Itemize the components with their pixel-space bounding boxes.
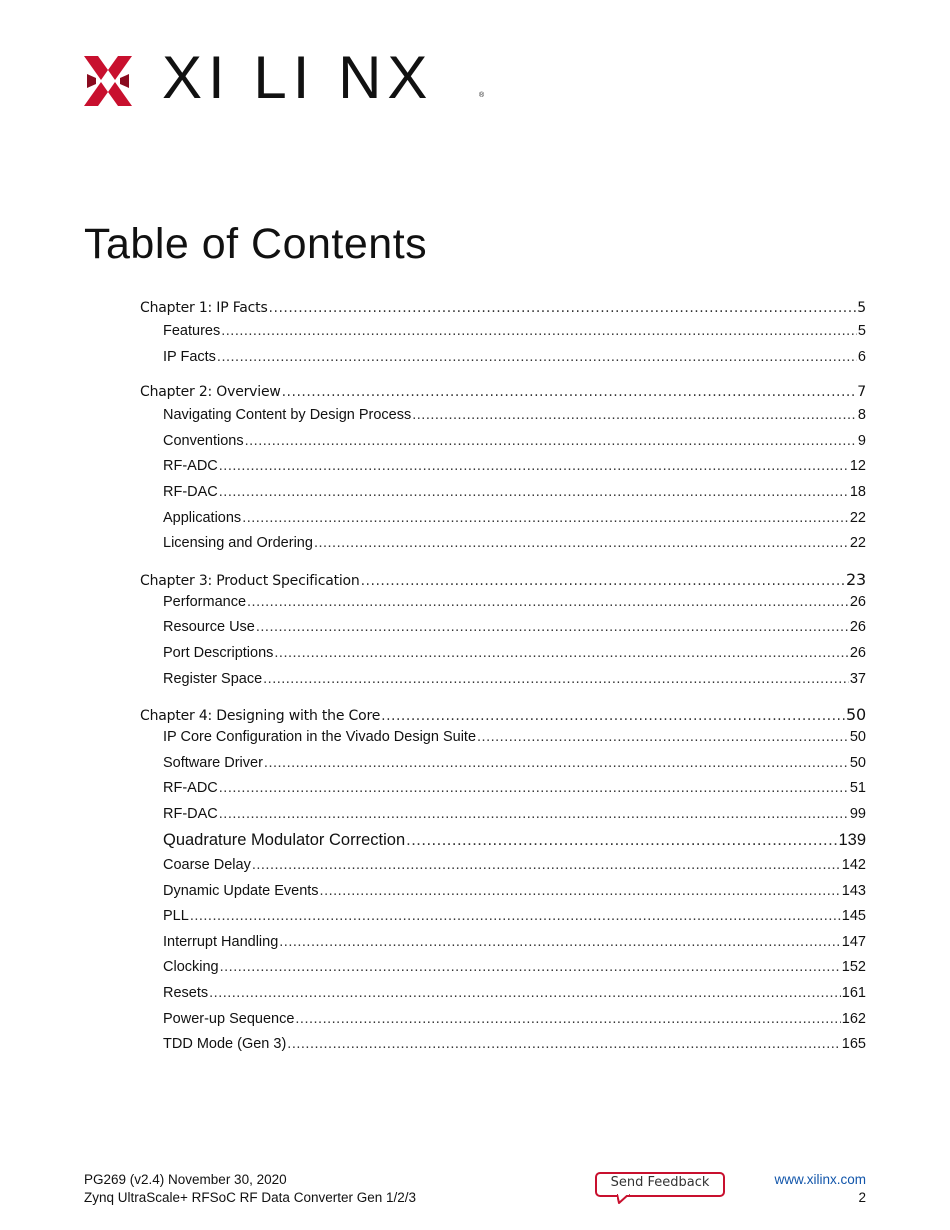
toc-page-number: 8	[857, 407, 866, 424]
toc-entry-label: Software Driver	[163, 754, 263, 771]
toc-page-number: 161	[841, 985, 866, 1002]
toc-dot-leader	[287, 1032, 841, 1058]
toc-dot-leader	[209, 981, 841, 1007]
toc-page-number: 162	[841, 1010, 866, 1027]
toc-dot-leader	[314, 531, 849, 557]
toc-page-number: 37	[849, 670, 866, 687]
toc-dot-leader	[320, 879, 841, 905]
document-id: PG269 (v2.4) November 30, 2020	[84, 1172, 287, 1187]
toc-entry-label: Applications	[163, 509, 242, 526]
toc-section-entry[interactable]	[140, 751, 866, 777]
toc-section-entry[interactable]	[140, 879, 866, 905]
table-of-contents	[140, 298, 866, 1058]
toc-entry-label: RF-ADC	[163, 458, 218, 475]
toc-page-number: 12	[849, 458, 866, 475]
toc-dot-leader	[256, 615, 849, 641]
toc-chapter-entry[interactable]	[140, 382, 866, 403]
toc-page-number: 50	[846, 705, 866, 725]
toc-entry-label: Features	[163, 323, 221, 339]
toc-page-number: 5	[857, 300, 866, 316]
toc-section-entry[interactable]	[140, 802, 866, 828]
toc-entry-label: Clocking	[163, 959, 219, 976]
toc-chapter-entry[interactable]	[140, 569, 866, 590]
toc-dot-leader	[252, 853, 841, 879]
toc-section-entry[interactable]	[140, 725, 866, 751]
toc-chapter-entry[interactable]	[140, 298, 866, 319]
toc-section-entry[interactable]	[140, 480, 866, 506]
toc-entry-label: Power-up Sequence	[163, 1010, 295, 1027]
toc-entry-label: Chapter 2: Overview	[140, 384, 281, 401]
toc-entry-label: IP Facts	[163, 348, 216, 365]
website-link[interactable]: www.xilinx.com	[774, 1172, 866, 1187]
page-footer	[84, 1170, 866, 1210]
toc-section-entry[interactable]	[140, 1032, 866, 1058]
toc-section-entry[interactable]	[140, 429, 866, 455]
xilinx-x-icon	[84, 56, 132, 106]
toc-page-number: 139	[838, 830, 866, 849]
toc-page-number: 51	[849, 780, 866, 797]
toc-section-entry[interactable]	[140, 981, 866, 1007]
toc-entry-label: RF-ADC	[163, 780, 218, 797]
toc-dot-leader	[219, 480, 849, 506]
toc-entry-label: Performance	[163, 593, 247, 610]
toc-page-number: 26	[849, 644, 866, 661]
toc-dot-leader	[264, 751, 849, 777]
toc-page-number: 18	[849, 483, 866, 500]
toc-dot-leader	[220, 955, 841, 981]
toc-dot-leader	[361, 571, 845, 592]
toc-dot-leader	[279, 930, 841, 956]
toc-dot-leader	[217, 345, 857, 371]
toc-entry-label: Port Descriptions	[163, 644, 274, 661]
toc-entry-label: IP Core Configuration in the Vivado Design Suite	[163, 729, 477, 746]
toc-dot-leader	[406, 828, 837, 854]
toc-entry-label: TDD Mode (Gen 3)	[163, 1036, 287, 1053]
toc-dot-leader	[269, 298, 857, 319]
toc-entry-label: Resets	[163, 985, 209, 1002]
toc-page-number: 152	[841, 959, 866, 976]
toc-dot-leader	[263, 667, 849, 693]
toc-page-number: 26	[849, 593, 866, 610]
toc-entry-label: Chapter 1: IP Facts	[140, 300, 268, 316]
registered-mark: ®	[479, 92, 485, 99]
toc-section-entry[interactable]	[140, 454, 866, 480]
toc-page-number: 143	[841, 882, 866, 899]
toc-page-number: 26	[849, 619, 866, 636]
toc-entry-label: Chapter 3: Product Specification	[140, 572, 360, 589]
toc-section-entry[interactable]	[140, 590, 866, 616]
toc-page-number: 165	[841, 1036, 866, 1053]
toc-section-entry[interactable]	[140, 531, 866, 557]
toc-section-entry[interactable]	[140, 506, 866, 532]
toc-page-number: 9	[857, 432, 866, 449]
toc-dot-leader	[219, 454, 849, 480]
page-title: Table of Contents	[84, 220, 428, 268]
toc-page-number: 22	[849, 509, 866, 526]
toc-page-number: 5	[857, 323, 866, 339]
toc-section-entry[interactable]	[140, 615, 866, 641]
toc-page-number: 147	[841, 933, 866, 950]
document-title: Zynq UltraScale+ RFSoC RF Data Converter Gen 1/2/3	[84, 1190, 417, 1205]
send-feedback-button[interactable]	[595, 1172, 723, 1204]
toc-section-entry[interactable]	[140, 853, 866, 879]
toc-section-entry[interactable]	[140, 319, 866, 345]
toc-dot-leader	[242, 506, 849, 532]
toc-section-entry[interactable]	[140, 641, 866, 667]
toc-entry-label: Dynamic Update Events	[163, 882, 319, 899]
page-number: 2	[858, 1190, 866, 1205]
toc-entry-label: Interrupt Handling	[163, 933, 279, 950]
toc-page-number: 22	[849, 535, 866, 552]
toc-dot-leader	[477, 725, 849, 751]
toc-dot-leader	[295, 1007, 840, 1033]
toc-section-entry[interactable]	[140, 828, 866, 854]
toc-section-entry[interactable]	[140, 776, 866, 802]
toc-section-entry[interactable]	[140, 667, 866, 693]
toc-entry-label: Chapter 4: Designing with the Core	[140, 708, 381, 725]
toc-page-number: 99	[849, 805, 866, 822]
toc-page-number: 50	[849, 754, 866, 771]
toc-dot-leader	[219, 776, 849, 802]
toc-chapter-entry[interactable]	[140, 704, 866, 725]
toc-entry-label: Navigating Content by Design Process	[163, 407, 412, 424]
toc-dot-leader	[274, 641, 848, 667]
toc-section-entry[interactable]	[140, 1007, 866, 1033]
toc-page-number: 142	[841, 857, 866, 874]
toc-entry-label: Register Space	[163, 670, 263, 687]
toc-entry-label: Resource Use	[163, 619, 255, 636]
toc-page-number: 6	[857, 348, 866, 365]
toc-dot-leader	[412, 403, 857, 429]
toc-dot-leader	[245, 429, 857, 455]
toc-dot-leader	[219, 802, 849, 828]
toc-page-number: 145	[841, 908, 866, 925]
toc-dot-leader	[190, 904, 841, 930]
speech-tail-icon	[617, 1194, 631, 1204]
toc-entry-label: RF-DAC	[163, 483, 218, 500]
toc-dot-leader	[247, 590, 849, 616]
toc-entry-label: Conventions	[163, 432, 244, 449]
toc-entry-label: Licensing and Ordering	[163, 535, 313, 552]
toc-entry-label: Quadrature Modulator Correction	[163, 830, 406, 849]
logo-wordmark: XI LI NX	[162, 44, 434, 111]
toc-section-entry[interactable]	[140, 955, 866, 981]
toc-dot-leader	[282, 382, 857, 403]
toc-section-entry[interactable]	[140, 930, 866, 956]
toc-entry-label: PLL	[163, 908, 189, 925]
toc-page-number: 50	[849, 729, 866, 746]
toc-dot-leader	[381, 706, 845, 727]
toc-page-number: 23	[846, 569, 866, 589]
toc-dot-leader	[221, 319, 857, 345]
toc-page-number: 7	[857, 384, 866, 401]
toc-section-entry[interactable]	[140, 904, 866, 930]
toc-section-entry[interactable]	[140, 345, 866, 371]
toc-entry-label: RF-DAC	[163, 805, 218, 822]
toc-entry-label: Coarse Delay	[163, 857, 251, 874]
send-feedback-label: Send Feedback	[610, 1175, 710, 1190]
toc-section-entry[interactable]	[140, 403, 866, 429]
